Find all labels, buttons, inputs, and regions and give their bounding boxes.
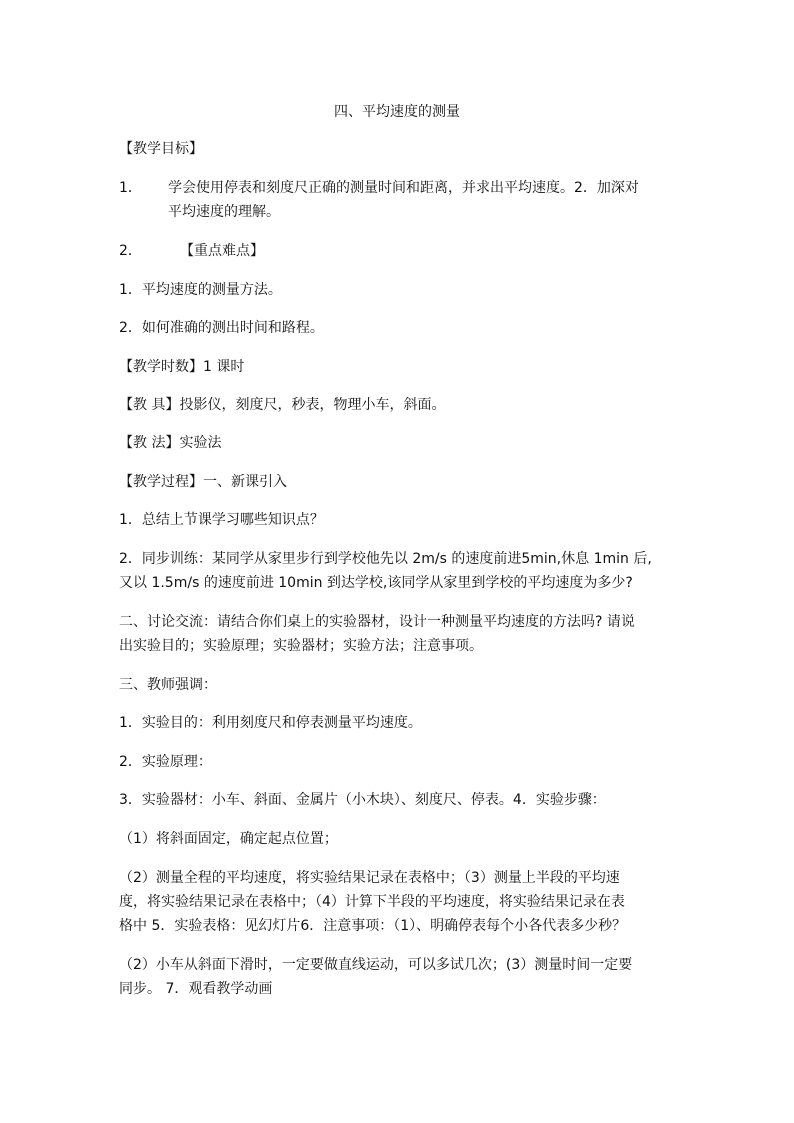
emphasis-1: 1．实验目的：利用刻度尺和停表测量平均速度。 <box>119 715 422 731</box>
note-2-line-1: （2）小车从斜面下滑时，一定要做直线运动，可以多试几次；(3）测量时间一定要 <box>119 957 633 973</box>
document-title: 四、平均速度的测量 <box>334 104 460 120</box>
process-item-2-line-1: 2．同步训练：某同学从家里步行到学校他先以 2m/s 的速度前进5min,休息 1min 后, <box>119 551 652 567</box>
key-point-2: 2．如何准确的测出时间和路程。 <box>119 320 324 336</box>
goal-2-text: 【重点难点】 <box>180 243 264 259</box>
step-2-line-3: 格中 5．实验表格：见幻灯片6．注意事项：（1）、明确停表每个小各代表多少秒？ <box>119 918 627 934</box>
step-1: （1）将斜面固定，确定起点位置； <box>119 831 338 847</box>
emphasis-3: 3．实验器材：小车、斜面、金属片（小木块）、刻度尺、停表。4．实验步骤： <box>119 792 606 808</box>
goal-2-number: 2． <box>119 243 142 259</box>
section-2-line-2: 出实验目的；实验原理；实验器材；实验方法；注意事项。 <box>119 638 483 654</box>
section-3-heading: 三、教师强调： <box>119 677 217 693</box>
process-item-2-line-2: 又以 1.5m/s 的速度前进 10min 到达学校,该同学从家里到学校的平均速度为多少? <box>119 575 633 591</box>
step-2-line-2: 度，将实验结果记录在表格中；（4）计算下半段的平均速度，将实验结果记录在表 <box>119 894 625 910</box>
goal-1-number: 1． <box>119 180 142 196</box>
section-2-line-1: 二、讨论交流：请结合你们桌上的实验器材，设计一种测量平均速度的方法吗? 请说 <box>119 614 635 630</box>
goal-1-line-1: 学会使用停表和刻度尺正确的测量时间和距离，并求出平均速度。2．加深对 <box>168 180 639 196</box>
note-2-line-2: 同步。 7．观看教学动画 <box>119 981 273 997</box>
step-2-line-1: （2）测量全程的平均速度，将实验结果记录在表格中；（3）测量上半段的平均速 <box>119 870 620 886</box>
process-item-1: 1．总结上节课学习哪些知识点？ <box>119 512 324 528</box>
teaching-method: 【教 法】实验法 <box>119 435 222 451</box>
teaching-hours: 【教学时数】1 课时 <box>119 359 245 375</box>
goal-1-line-2: 平均速度的理解。 <box>168 204 280 220</box>
key-point-1: 1．平均速度的测量方法。 <box>119 282 282 298</box>
heading-teaching-goal: 【教学目标】 <box>119 141 203 157</box>
teaching-tools: 【教 具】投影仪，刻度尺，秒表，物理小车，斜面。 <box>119 397 446 413</box>
teaching-process: 【教学过程】一、新课引入 <box>119 474 287 490</box>
emphasis-2: 2．实验原理： <box>119 754 212 770</box>
